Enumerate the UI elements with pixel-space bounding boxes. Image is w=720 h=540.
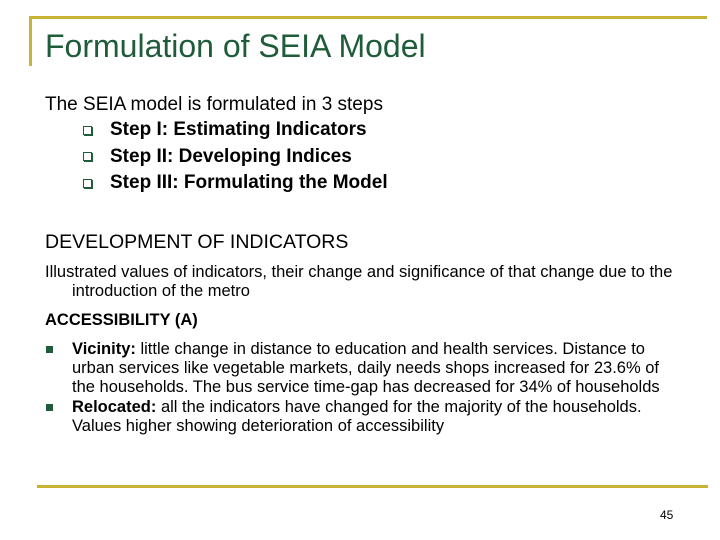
hollow-square-bullet-icon [83,126,92,135]
step-item [83,170,388,197]
filled-square-bullet-icon [46,404,53,411]
bullet-term: Relocated: [72,398,157,416]
step-label: Step II: Developing Indices [110,145,352,167]
list-item [45,340,685,397]
subsection-heading: ACCESSIBILITY (A) [45,311,198,329]
intro-text: The SEIA model is formulated in 3 steps [45,94,383,115]
bullet-text: all the indicators have changed for the majority of the households. Values higher showing deterioration of accessibility [72,398,642,435]
step-item [83,144,388,171]
slide-title: Formulation of SEIA Model [45,28,426,64]
accessibility-list [45,340,685,437]
step-item [83,117,388,144]
description-text: Illustrated values of indicators, their change and significance of that change due to the introduction of the metro [45,263,673,300]
bullet-term: Vicinity: [72,340,136,358]
hollow-square-bullet-icon [83,179,92,188]
section-heading: DEVELOPMENT OF INDICATORS [45,231,349,253]
list-item [45,398,685,436]
footer-divider [37,485,708,488]
steps-list [83,117,388,197]
step-label: Step III: Formulating the Model [110,172,388,193]
hollow-square-bullet-icon [83,152,92,161]
filled-square-bullet-icon [46,346,53,353]
step-label: Step I: Estimating Indicators [110,119,367,140]
page-number: 45 [660,508,674,522]
bullet-text: little change in distance to education and health services. Distance to urban services like vegetable markets, daily needs shops increased for 23.6% of the households. The bus service time-gap has decreased for 34% of households [72,340,660,396]
